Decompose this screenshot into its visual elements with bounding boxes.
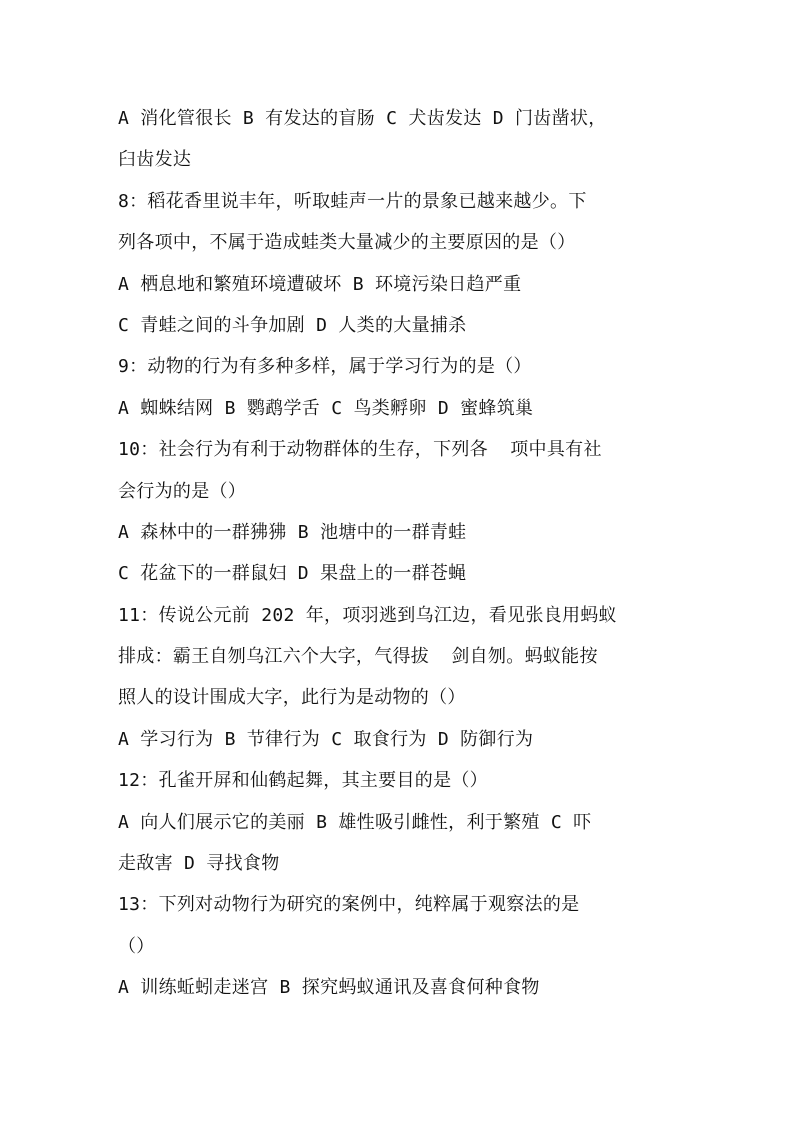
question-8-line: 8：稻花香里说丰年，听取蛙声一片的景象已越来越少。下 <box>118 190 587 212</box>
options-line: A 森林中的一群狒狒 B 池塘中的一群青蛙 <box>118 521 467 543</box>
question-11-line: 11：传说公元前 202 年，项羽逃到乌江边，看见张良用蚂蚁 <box>118 604 617 626</box>
options-line: C 青蛙之间的斗争加剧 D 人类的大量捕杀 <box>118 314 467 336</box>
text-line: 排成：霸王自刎乌江六个大字，气得拔 剑自刎。蚂蚁能按 <box>118 646 598 668</box>
options-line: A 训练蚯蚓走迷宫 B 探究蚂蚁通讯及喜食何种食物 <box>118 977 540 999</box>
text-line: 会行为的是（） <box>118 480 247 502</box>
options-line: A 蜘蛛结网 B 鹦鹉学舌 C 鸟类孵卵 D 蜜蜂筑巢 <box>118 397 534 419</box>
options-line: A 栖息地和繁殖环境遭破坏 B 环境污染日趋严重 <box>118 273 522 295</box>
question-13-line: 13：下列对动物行为研究的案例中，纯粹属于观察法的是 <box>118 894 580 916</box>
question-9-line: 9：动物的行为有多种多样，属于学习行为的是（） <box>118 356 532 378</box>
options-line: C 花盆下的一群鼠妇 D 果盘上的一群苍蝇 <box>118 563 467 585</box>
text-line: 列各项中，不属于造成蛙类大量减少的主要原因的是（） <box>118 232 576 254</box>
text-line: 臼齿发达 <box>118 149 192 171</box>
text-line: A 消化管很长 B 有发达的盲肠 C 犬齿发达 D 门齿凿状， <box>118 108 607 129</box>
options-line: A 学习行为 B 节律行为 C 取食行为 D 防御行为 <box>118 728 534 750</box>
text-line: （） <box>118 935 155 957</box>
question-10-line: 10：社会行为有利于动物群体的生存，下列各 项中具有社 <box>118 439 602 461</box>
options-line: 走敌害 D 寻找食物 <box>118 853 280 875</box>
options-line: A 向人们展示它的美丽 B 雄性吸引雌性，利于繁殖 C 吓 <box>118 811 592 833</box>
question-text-block <box>118 98 678 1009</box>
question-12-line: 12：孔雀开屏和仙鹤起舞，其主要目的是（） <box>118 770 488 792</box>
text-line: 照人的设计围成大字，此行为是动物的（） <box>118 687 466 709</box>
